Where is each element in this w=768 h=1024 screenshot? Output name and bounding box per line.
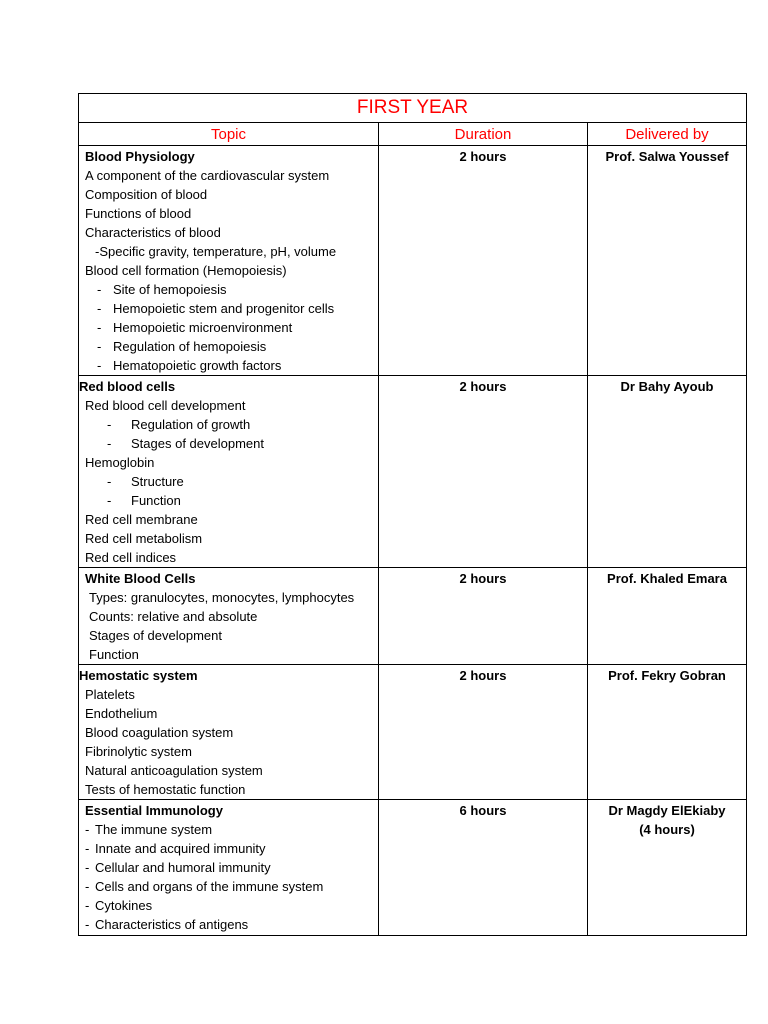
delivered-by-cell: Dr Bahy Ayoub xyxy=(588,376,747,568)
delivered-by-cell xyxy=(588,800,747,936)
list-item: - Innate and acquired immunity xyxy=(85,841,266,856)
duration-cell: 2 hours xyxy=(379,376,588,568)
table-row xyxy=(79,376,747,568)
delivered-by-cell: Prof. Khaled Emara xyxy=(588,568,747,665)
topic-line: Blood cell formation (Hemopoiesis) xyxy=(85,263,287,278)
delivered-by-name: Dr Magdy ElEkiaby xyxy=(608,803,726,818)
table-row xyxy=(79,665,747,800)
header-delivered-by: Delivered by xyxy=(588,123,747,146)
topic-line: Counts: relative and absolute xyxy=(89,609,258,624)
duration-cell: 2 hours xyxy=(379,665,588,800)
topic-line: Red cell membrane xyxy=(85,512,198,527)
table-row xyxy=(79,568,747,665)
topic-line: Functions of blood xyxy=(85,206,192,221)
list-item: - Cells and organs of the immune system xyxy=(85,879,324,894)
list-item: - Characteristics of antigens xyxy=(85,917,249,932)
topic-heading: Hemostatic system xyxy=(79,668,198,683)
list-item: - Cytokines xyxy=(85,898,153,913)
topic-line: A component of the cardiovascular system xyxy=(85,168,330,183)
header-row xyxy=(79,123,747,146)
header-duration: Duration xyxy=(379,123,588,146)
list-item: - The immune system xyxy=(85,822,213,837)
table-row xyxy=(79,146,747,376)
delivered-by-cell: Prof. Fekry Gobran xyxy=(588,665,747,800)
topic-line: Stages of development xyxy=(89,628,222,643)
topic-line: Endothelium xyxy=(85,706,158,721)
topic-heading: Red blood cells xyxy=(79,379,176,394)
topic-line: Red blood cell development xyxy=(85,398,246,413)
list-item: - Hemopoietic microenvironment xyxy=(97,320,293,335)
duration-cell: 2 hours xyxy=(379,568,588,665)
list-item: - Site of hemopoiesis xyxy=(97,282,227,297)
topic-cell xyxy=(79,800,379,936)
list-item: - Structure xyxy=(107,474,184,489)
topic-line: Natural anticoagulation system xyxy=(85,763,263,778)
topic-line: -Specific gravity, temperature, pH, volume xyxy=(95,244,337,259)
topic-cell xyxy=(79,568,379,665)
delivered-by-cell: Prof. Salwa Youssef xyxy=(588,146,747,376)
topic-heading: White Blood Cells xyxy=(85,571,196,586)
title-row xyxy=(79,94,747,123)
topic-line: Function xyxy=(89,647,139,662)
list-item: - Regulation of growth xyxy=(107,417,251,432)
topic-cell xyxy=(79,376,379,568)
topic-line: Composition of blood xyxy=(85,187,208,202)
topic-line: Blood coagulation system xyxy=(85,725,234,740)
topic-line: Tests of hemostatic function xyxy=(85,782,246,797)
topic-line: Red cell metabolism xyxy=(85,531,203,546)
list-item: - Stages of development xyxy=(107,436,264,451)
header-topic: Topic xyxy=(79,123,379,146)
duration-cell: 2 hours xyxy=(379,146,588,376)
topic-line: Hemoglobin xyxy=(85,455,155,470)
topic-heading: Blood Physiology xyxy=(85,149,195,164)
topic-line: Red cell indices xyxy=(85,550,177,565)
list-item: - Cellular and humoral immunity xyxy=(85,860,271,875)
list-item: - Hematopoietic growth factors xyxy=(97,358,282,373)
table-title: FIRST YEAR xyxy=(79,94,747,123)
table-row xyxy=(79,800,747,936)
topic-heading: Essential Immunology xyxy=(85,803,223,818)
duration-cell: 6 hours xyxy=(379,800,588,936)
topic-line: Fibrinolytic system xyxy=(85,744,192,759)
delivered-by-note: (4 hours) xyxy=(639,822,695,837)
list-item: - Hemopoietic stem and progenitor cells xyxy=(97,301,335,316)
topic-line: Platelets xyxy=(85,687,135,702)
topic-cell xyxy=(79,665,379,800)
topic-cell xyxy=(79,146,379,376)
schedule-table xyxy=(78,93,747,936)
topic-line: Characteristics of blood xyxy=(85,225,221,240)
list-item: - Regulation of hemopoiesis xyxy=(97,339,267,354)
list-item: - Function xyxy=(107,493,181,508)
topic-line: Types: granulocytes, monocytes, lymphocytes xyxy=(89,590,355,605)
